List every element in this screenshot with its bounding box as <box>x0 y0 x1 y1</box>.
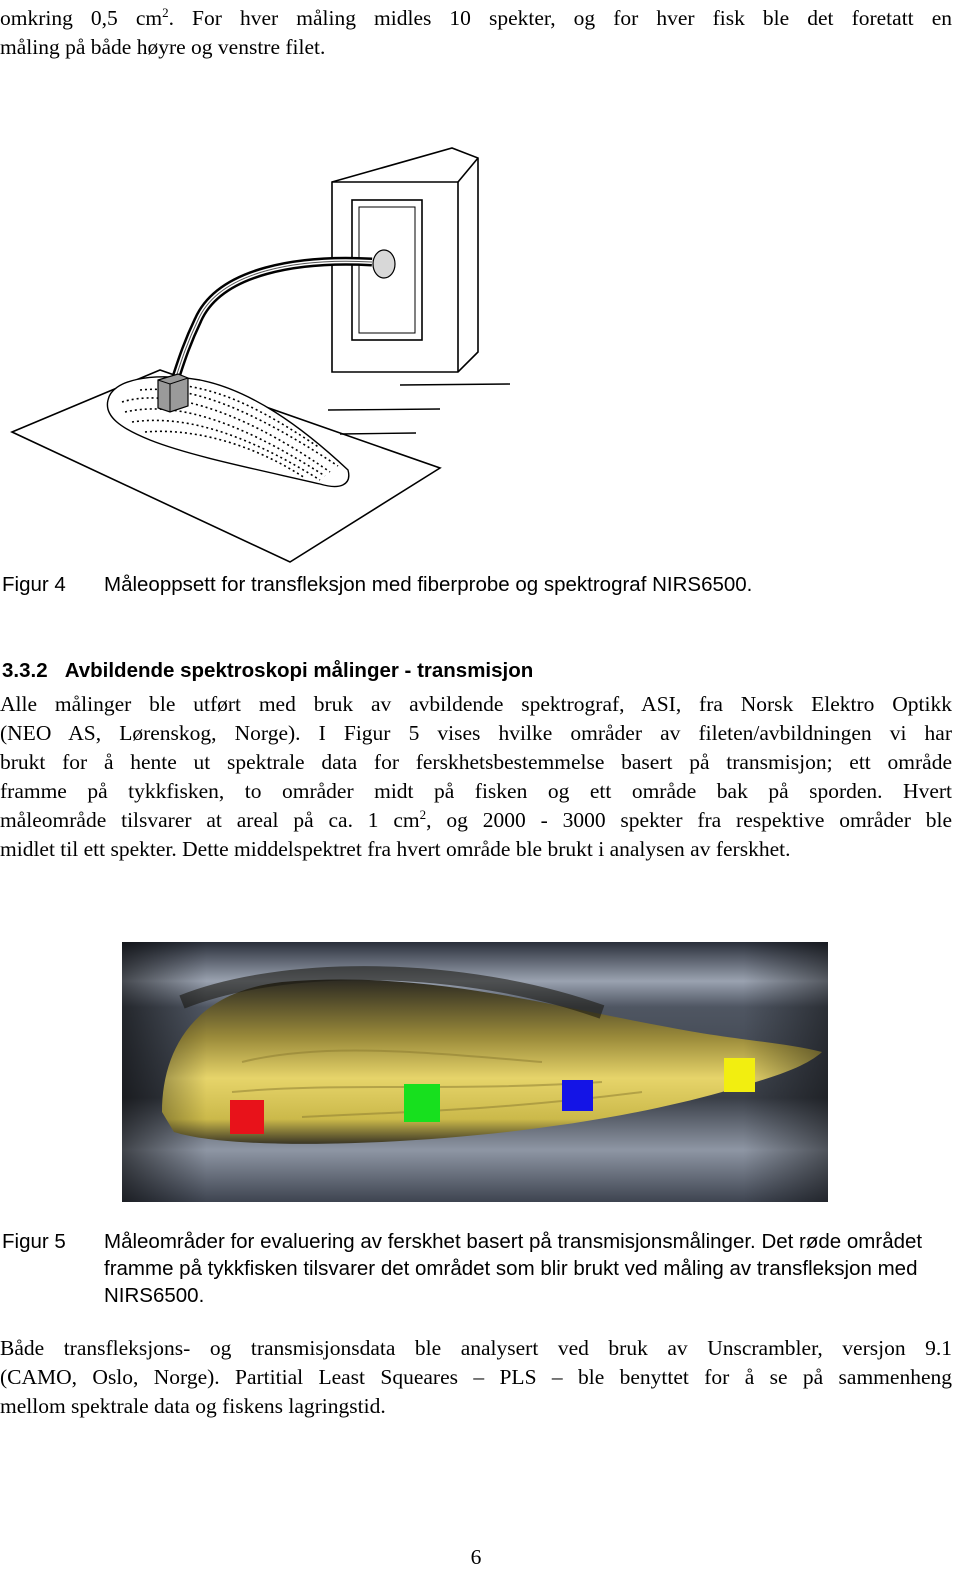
intro-line-2: måling på både høyre og venstre filet. <box>0 35 326 59</box>
figure-4-caption-text: Måleoppsett for transfleksjon med fiberprobe og spektrograf NIRS6500. <box>104 573 753 596</box>
closing-line-2: (CAMO, Oslo, Norge). Partitial Least Squeares – PLS – ble benyttet for å se på sammenheng <box>0 1365 952 1389</box>
figure-5-image <box>122 942 828 1202</box>
closing-line-1: Både transfleksjons- og transmisjonsdata ble analysert ved bruk av Unscrambler, versjon 9.1 <box>0 1336 952 1360</box>
region-green <box>404 1084 440 1122</box>
figure-5-label: Figur 5 <box>2 1230 66 1253</box>
section-title: Avbildende spektroskopi målinger - transmisjon <box>64 659 534 682</box>
section-line-6: midlet til ett spekter. Dette middelspektret fra hvert område ble brukt i analysen av ferskhet. <box>0 837 791 861</box>
figure-5-caption <box>2 1228 952 1318</box>
section-line-4: framme på tykkfisken, to områder midt på fisken og ett område bak på sporden. Hvert <box>0 779 952 803</box>
region-blue <box>562 1080 593 1111</box>
section-paragraph <box>0 690 952 864</box>
section-line-2: (NEO AS, Lørenskog, Norge). I Figur 5 vises hvilke områder av fileten/avbildningen vi har <box>0 721 952 745</box>
section-line-3: brukt for å hente ut spektrale data for ferskhetsbestemmelse basert på transmisjon; ett område <box>0 750 952 774</box>
intro-line-1: omkring 0,5 $cm^2$. For hver måling midles 10 spekter, og for hver fisk ble det foretatt en <box>0 4 952 30</box>
region-red <box>230 1100 264 1134</box>
page-number: 6 <box>470 1545 482 1569</box>
figure-5-caption-text: Måleområder for evaluering av ferskhet basert på transmisjonsmålinger. Det røde området framme på tykkfisken tilsvarer det området som blir brukt ved måling av transfleksjon med NIRS6500. <box>104 1230 923 1307</box>
fiber-port <box>373 250 395 278</box>
section-number: 3.3.2 <box>2 659 48 682</box>
region-yellow <box>724 1058 755 1092</box>
section-heading <box>2 657 533 684</box>
section-line-5: måleområde tilsvarer at areal på ca. 1 $cm^2$, og 2000 - 3000 spekter fra respektive områder ble <box>0 806 952 832</box>
figure-4-illustration <box>0 140 530 570</box>
section-line-1: Alle målinger ble utført med bruk av avbildende spektrograf, ASI, fra Norsk Elektro Optikk <box>0 692 952 716</box>
closing-line-3: mellom spektrale data og fiskens lagringstid. <box>0 1394 386 1418</box>
closing-paragraph <box>0 1334 952 1421</box>
intro-paragraph <box>0 4 952 62</box>
figure-4-label: Figur 4 <box>2 573 66 596</box>
